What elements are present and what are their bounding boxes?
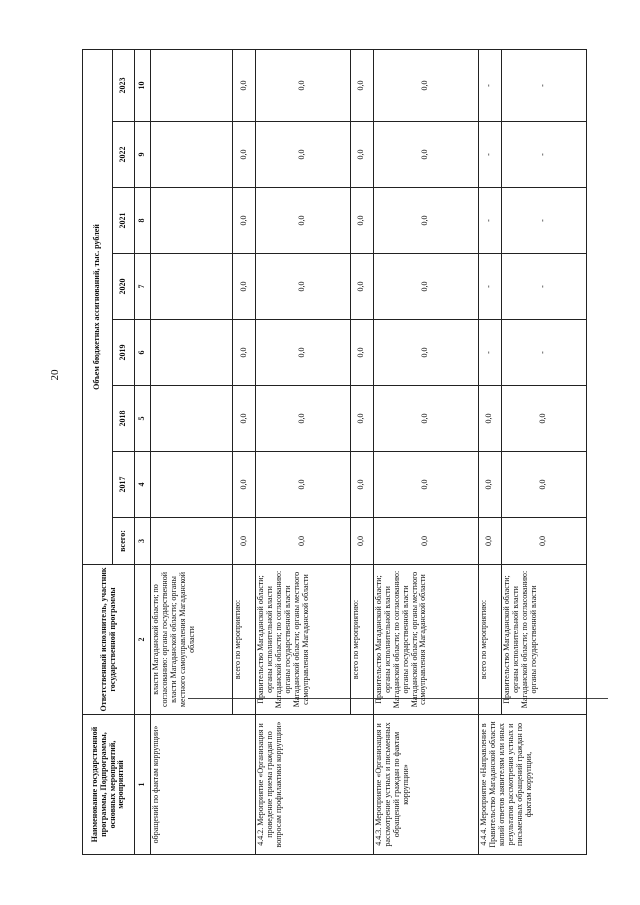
budget-table bbox=[82, 49, 587, 855]
table-row bbox=[478, 50, 501, 855]
value-cell: 0,0 bbox=[350, 386, 373, 452]
header-year: 2022 bbox=[113, 122, 135, 188]
responsible-cell: власти Магаданской области; по согласованию: органы государственной власти Магаданской области; органы местного самоуправления Магаданской области bbox=[151, 565, 233, 715]
value-cell: 0,0 bbox=[373, 452, 478, 518]
page-number: 20 bbox=[49, 369, 61, 381]
responsible-cell: всего по мероприятию: bbox=[350, 565, 373, 715]
value-cell: - bbox=[501, 50, 586, 122]
value-cell: - bbox=[501, 122, 586, 188]
value-cell: - bbox=[501, 320, 586, 386]
value-cell bbox=[151, 188, 233, 254]
value-cell: 0,0 bbox=[256, 50, 351, 122]
responsible-cell: Правительство Магаданской области; органы исполнительной власти Магаданской области; по согласованию: органы государственной власти Магаданской области; органы местного самоуправления Магаданской области bbox=[256, 565, 351, 715]
column-number: 5 bbox=[135, 386, 151, 452]
budget-table-container bbox=[82, 50, 587, 855]
header-name: Наименование государственной программы, Подпрограммы, основных мероприятий, мероприятий bbox=[83, 715, 135, 855]
value-cell: - bbox=[478, 320, 501, 386]
measure-name: 4.4.2. Мероприятие «Организация и проведение приема граждан по вопросам профилактики коррупции» bbox=[256, 715, 374, 855]
value-cell: 0,0 bbox=[256, 452, 351, 518]
value-cell bbox=[151, 386, 233, 452]
measure-name: обращений по фактам коррупции» bbox=[151, 715, 256, 855]
value-cell: 0,0 bbox=[256, 122, 351, 188]
value-cell: 0,0 bbox=[350, 452, 373, 518]
value-cell bbox=[151, 518, 233, 565]
value-cell bbox=[151, 254, 233, 320]
value-cell: 0,0 bbox=[232, 386, 255, 452]
value-cell: 0,0 bbox=[373, 320, 478, 386]
value-cell: 0,0 bbox=[350, 254, 373, 320]
value-cell: 0,0 bbox=[350, 518, 373, 565]
column-number: 6 bbox=[135, 320, 151, 386]
responsible-cell: всего по мероприятию: bbox=[478, 565, 501, 715]
column-number: 8 bbox=[135, 188, 151, 254]
column-number: 10 bbox=[135, 50, 151, 122]
value-cell: 0,0 bbox=[501, 452, 586, 518]
value-cell bbox=[151, 122, 233, 188]
value-cell bbox=[151, 452, 233, 518]
value-cell: 0,0 bbox=[256, 386, 351, 452]
header-budget-group: Объем бюджетных ассигнований, тыс. рублей bbox=[83, 50, 113, 565]
value-cell: 0,0 bbox=[501, 386, 586, 452]
value-cell: 0,0 bbox=[373, 122, 478, 188]
responsible-cell: всего по мероприятию: bbox=[232, 565, 255, 715]
value-cell: 0,0 bbox=[373, 188, 478, 254]
header-year: 2017 bbox=[113, 452, 135, 518]
value-cell: 0,0 bbox=[232, 188, 255, 254]
column-number: 1 bbox=[135, 715, 151, 855]
value-cell: 0,0 bbox=[501, 518, 586, 565]
value-cell: 0,0 bbox=[232, 50, 255, 122]
table-row bbox=[151, 50, 233, 855]
value-cell: 0,0 bbox=[478, 386, 501, 452]
value-cell: 0,0 bbox=[232, 320, 255, 386]
value-cell: 0,0 bbox=[478, 452, 501, 518]
value-cell: - bbox=[478, 188, 501, 254]
value-cell: 0,0 bbox=[232, 518, 255, 565]
responsible-cell: Правительство Магаданской области; органы исполнительной власти Магаданской области; по согласованию: органы государственной власти Магаданской области; органы местного самоуправления Магаданской области bbox=[373, 565, 478, 715]
value-cell: - bbox=[501, 254, 586, 320]
value-cell: - bbox=[478, 50, 501, 122]
header-year: 2023 bbox=[113, 50, 135, 122]
value-cell: 0,0 bbox=[373, 518, 478, 565]
value-cell: 0,0 bbox=[256, 254, 351, 320]
header-total: всего: bbox=[113, 518, 135, 565]
header-responsible: Ответственный исполнитель, участник государственной программы bbox=[83, 565, 135, 715]
column-number: 3 bbox=[135, 518, 151, 565]
value-cell: 0,0 bbox=[350, 122, 373, 188]
value-cell: 0,0 bbox=[232, 122, 255, 188]
value-cell: 0,0 bbox=[373, 386, 478, 452]
value-cell bbox=[151, 320, 233, 386]
value-cell: - bbox=[501, 188, 586, 254]
header-year: 2021 bbox=[113, 188, 135, 254]
value-cell: - bbox=[478, 254, 501, 320]
value-cell bbox=[151, 50, 233, 122]
column-number: 4 bbox=[135, 452, 151, 518]
header-year: 2019 bbox=[113, 320, 135, 386]
header-year: 2020 bbox=[113, 254, 135, 320]
responsible-cell: Правительство Магаданской области; органы исполнительной власти Магаданской области; по согласованию: органы государственной власти bbox=[501, 565, 586, 715]
value-cell: 0,0 bbox=[232, 254, 255, 320]
value-cell: 0,0 bbox=[350, 188, 373, 254]
value-cell: 0,0 bbox=[373, 254, 478, 320]
value-cell: 0,0 bbox=[256, 518, 351, 565]
value-cell: 0,0 bbox=[256, 320, 351, 386]
value-cell: 0,0 bbox=[373, 50, 478, 122]
measure-name: 4.4.3. Мероприятие «Организация и рассмотрение устных и письменных обращений граждан по фактам коррупции» bbox=[373, 715, 478, 855]
value-cell: 0,0 bbox=[350, 320, 373, 386]
column-number: 9 bbox=[135, 122, 151, 188]
value-cell: 0,0 bbox=[232, 452, 255, 518]
table-row bbox=[256, 50, 351, 855]
column-number: 2 bbox=[135, 565, 151, 715]
value-cell: 0,0 bbox=[478, 518, 501, 565]
measure-name: 4.4.4. Мероприятие «Направление в Правительство Магаданской области копий ответов заявителям или иных результатов рассмотрения устных и письменных обращений граждан по фактам коррупции, bbox=[478, 715, 586, 855]
value-cell: 0,0 bbox=[256, 188, 351, 254]
column-number: 7 bbox=[135, 254, 151, 320]
table-row bbox=[373, 50, 478, 855]
header-year: 2018 bbox=[113, 386, 135, 452]
value-cell: 0,0 bbox=[350, 50, 373, 122]
value-cell: - bbox=[478, 122, 501, 188]
